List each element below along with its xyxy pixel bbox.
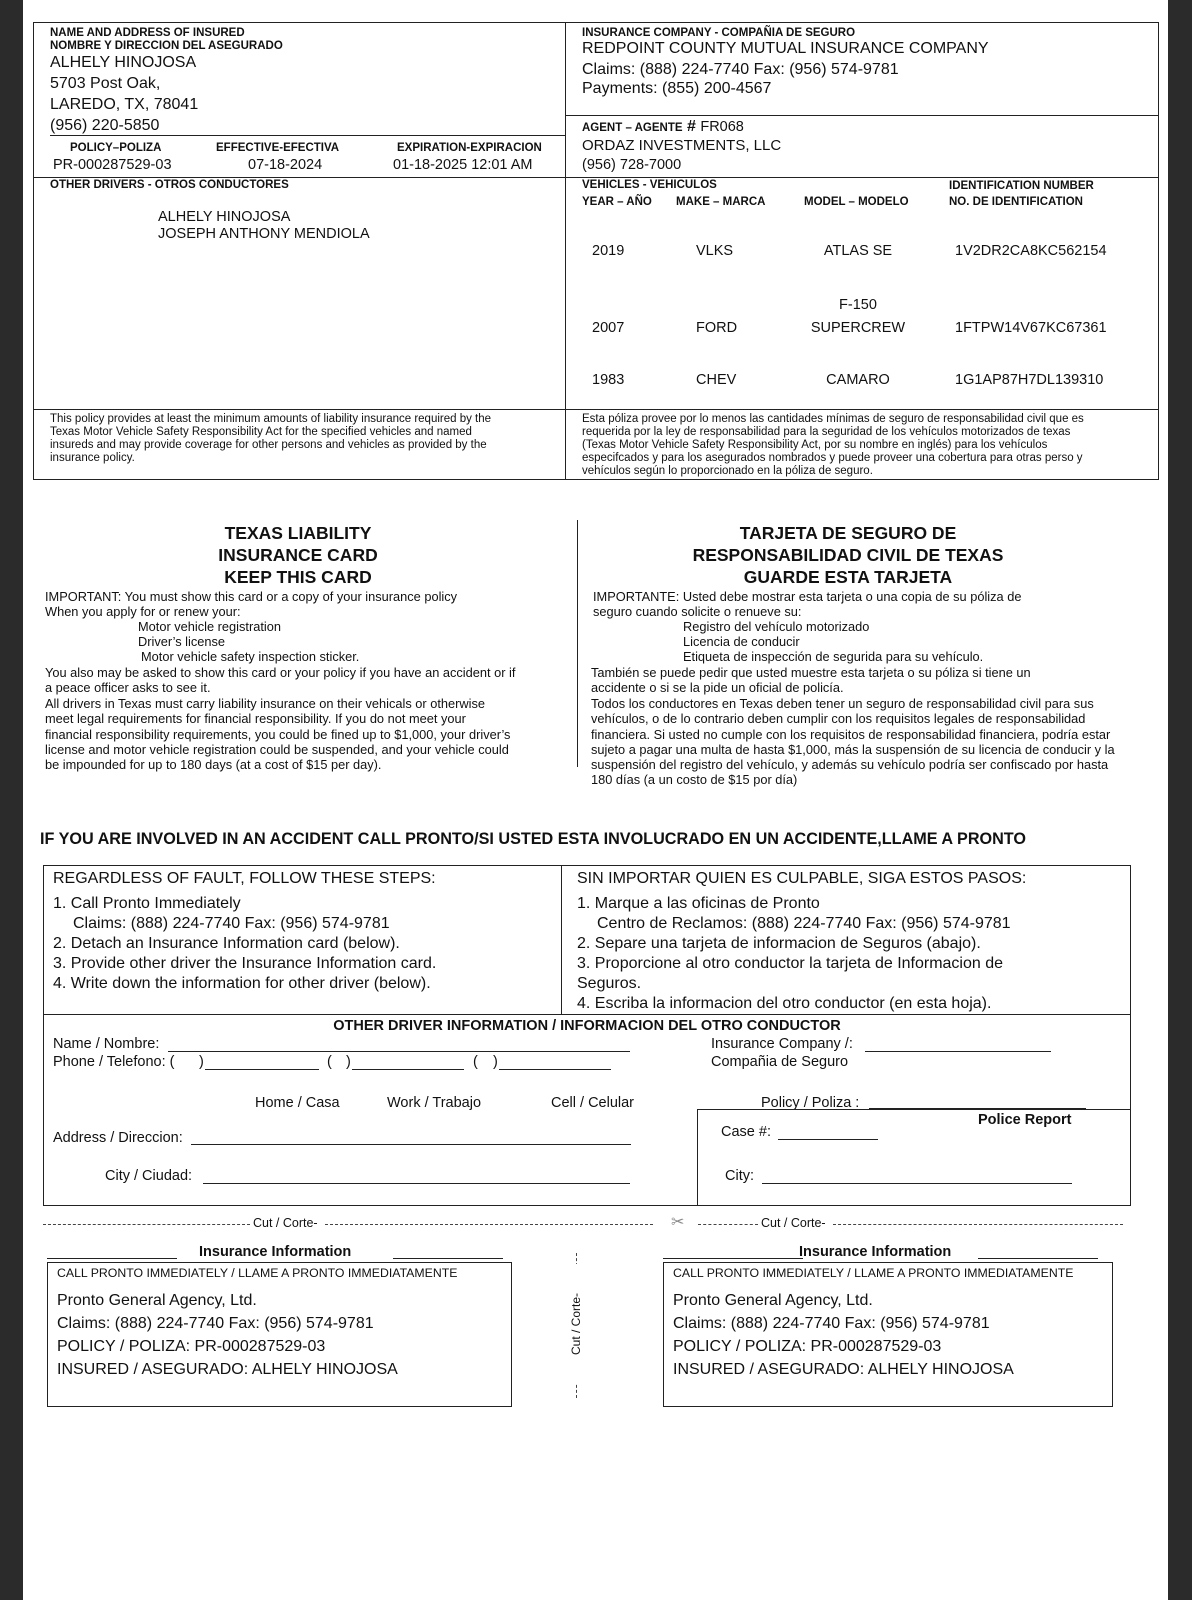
divider [33,177,1159,178]
insured-phone: (956) 220-5850 [50,117,160,134]
driver-2: JOSEPH ANTHONY MENDIOLA [158,226,370,242]
card-es-p1: IMPORTANTE: Usted debe mostrar esta tarjeta o una copia de su póliza de seguro cuando solicite o renueve su: [593,589,1022,620]
divider [565,22,566,480]
phone-paren-open: ( [327,1054,332,1070]
case-label: Case #: [721,1124,771,1140]
driver-1: ALHELY HINOJOSA [158,209,291,225]
work-label: Work / Trabajo [387,1095,482,1111]
vehicle-vin: 1G1AP87H7DL139310 [955,372,1104,388]
accident-banner: IF YOU ARE INVOLVED IN AN ACCIDENT CALL PRONTO/SI USTED ESTA INVOLUCRADO EN UN ACCIDENTE,LLAME A PRONTO [40,830,1026,848]
card-en-item3: Motor vehicle safety inspection sticker. [141,649,360,664]
ins-info-agency: Pronto General Agency, Ltd. [57,1292,257,1309]
ins-info-insured: INSURED / ASEGURADO: ALHELY HINOJOSA [57,1361,398,1378]
cut-line [833,1224,1123,1225]
notice-en: This policy provides at least the minimum amounts of liability insurance required by the Texas Motor Vehicle Safety Responsibility Act for the specified vehicles and named insureds and may provide coverage for other persons and vehicles as provided by the insurance policy. [50,413,492,464]
cut-label-vertical: Cut / Corte- [569,1264,583,1384]
home-label: Home / Casa [255,1095,340,1111]
cut-line [698,1224,758,1225]
cut-label: Cut / Corte- [253,1216,318,1230]
col-year: YEAR – AÑO [582,196,652,208]
card-title-en-2: INSURANCE CARD [218,545,378,565]
divider [663,1258,803,1259]
ins-info-claims: Claims: (888) 224-7740 Fax: (956) 574-9781 [57,1315,374,1332]
vehicle-year: 1983 [592,372,625,388]
ins-info-insured: INSURED / ASEGURADO: ALHELY HINOJOSA [673,1361,1014,1378]
phone-paren-open: ( [473,1054,478,1070]
effective-date: 07-18-2024 [248,157,323,173]
card-title-es-3: GUARDE ESTA TARJETA [743,567,953,587]
scissors-icon: ✂ [671,1214,685,1231]
col-id-1: IDENTIFICATION NUMBER [949,180,1094,192]
ins-info-policy: POLICY / POLIZA: PR-000287529-03 [673,1338,942,1355]
insurer-claims: Claims: (888) 224-7740 Fax: (956) 574-9781 [582,61,899,78]
steps-en-heading: REGARDLESS OF FAULT, FOLLOW THESE STEPS: [53,870,436,887]
insured-address2: LAREDO, TX, 78041 [50,96,199,113]
ins-info-call: CALL PRONTO IMMEDIATELY / LLAME A PRONTO IMMEDIATAMENTE [57,1266,458,1280]
address-input[interactable] [191,1144,631,1145]
cut-line [43,1224,250,1225]
cell-label: Cell / Celular [551,1095,634,1111]
divider [978,1258,1098,1259]
steps-en-1b: Claims: (888) 224-7740 Fax: (956) 574-9781 [73,915,390,932]
steps-es-1: 1. Marque a las oficinas de Pronto [577,895,820,912]
card-title-en-1: TEXAS LIABILITY [224,523,372,543]
policy-field-label: Policy / Poliza : [761,1095,860,1111]
cut-label-right: Cut / Corte- [761,1216,826,1230]
insurance-info-card [663,1262,1113,1407]
card-en-p2: When you apply for or renew your: [45,604,241,619]
notice-es: Esta póliza provee por lo menos las cantidades mínimas de seguro de responsabilidad civil que es requerida por la ley de responsabilidad para la seguridad de los vehículos motorizados de texas (Texas Motor Vehicle Safety Responsibility Act, por su nombre en inglés) para los vehículos especifcados y para los asegurados nombrados y puede proveer una cobertura para otras perso y vehículos según lo proporcionado en la póliza de seguro. [582,413,1084,477]
card-title-en-3: KEEP THIS CARD [224,567,372,587]
ins-info-title: Insurance Information [199,1244,352,1260]
name-label: Name / Nombre: [53,1036,160,1052]
divider [577,520,578,767]
city2-label: City: [725,1168,754,1184]
vehicles-label: VEHICLES - VEHICULOS [582,179,717,191]
vehicle-model: ATLAS SE [823,243,893,259]
divider [561,865,562,1014]
vehicle-vin: 1FTPW14V67KC67361 [955,320,1107,336]
drivers-label: OTHER DRIVERS - OTROS CONDUCTORES [50,179,289,191]
ins-co-label-es: Compañia de Seguro [711,1054,849,1070]
ins-info-call: CALL PRONTO IMMEDIATELY / LLAME A PRONTO IMMEDIATAMENTE [673,1266,1074,1280]
col-model: MODEL – MODELO [804,196,909,208]
phone-paren-close: ) [199,1054,204,1070]
expiration-label: EXPIRATION-EXPIRACION [397,142,542,154]
agent-hash: # [686,118,696,135]
work-phone-input[interactable] [352,1069,464,1070]
address-label: Address / Direccion: [53,1130,183,1146]
card-es-item2: Licencia de conducir [683,634,800,649]
card-es-item3: Etiqueta de inspección de segurida para su vehículo. [683,649,984,664]
vehicle-year: 2019 [592,243,625,259]
city-input[interactable] [203,1183,630,1184]
insured-address1: 5703 Post Oak, [50,75,161,92]
vehicle-model-line1: F-150 [839,297,877,313]
divider [47,1258,177,1259]
col-make: MAKE – MARCA [676,196,766,208]
col-id-2: NO. DE IDENTIFICATION [949,196,1083,208]
police-city-input[interactable] [762,1183,1072,1184]
divider [43,1014,1131,1015]
divider [33,409,1159,410]
city-label: City / Ciudad: [105,1168,193,1184]
vehicle-year: 2007 [592,320,625,336]
card-es-p4: Todos los conductores en Texas deben tener un seguro de responsabilidad civil para sus vehículos, o de lo contrario deben cumplir con los requisitos legales de responsabilidad financiera. Si usted no cumple con los requisitos de responsabilidad financiera, podría estar sujeto a pagar una multa de hasta $1,000, más la suspensión de su licencia de conducir y la suspensión del registro del vehículo, y además su vehículo podría ser confiscado por hasta 180 días (a un costo de $15 por día) [591,696,1115,788]
card-es-p3: También se puede pedir que usted muestre esta tarjeta o su póliza si tiene un accidente o si se la pide un oficial de policía. [591,665,1031,696]
card-en-p1: IMPORTANT: You must show this card or a copy of your insurance policy [45,589,458,604]
effective-label: EFFECTIVE-EFECTIVA [216,142,340,154]
steps-en-3: 3. Provide other driver the Insurance Information card. [53,955,437,972]
insurer-label: INSURANCE COMPANY - COMPAÑIA DE SEGURO [582,27,856,39]
ins-co-input[interactable] [865,1051,1051,1052]
insured-label-es: NOMBRE Y DIRECCION DEL ASEGURADO [50,40,283,52]
steps-en-1: 1. Call Pronto Immediately [53,895,241,912]
name-input[interactable] [168,1051,630,1052]
agent-phone: (956) 728-7000 [582,157,682,173]
steps-es-3b: Seguros. [577,975,642,992]
other-driver-title: OTHER DRIVER INFORMATION / INFORMACION DEL OTRO CONDUCTOR [333,1018,841,1034]
ins-info-policy: POLICY / POLIZA: PR-000287529-03 [57,1338,326,1355]
card-title-es-1: TARJETA DE SEGURO DE [739,523,957,543]
card-title-es-2: RESPONSABILIDAD CIVIL DE TEXAS [692,545,1004,565]
steps-es-3a: 3. Proporcione al otro conductor la tarjeta de Informacion de [577,955,1004,972]
ins-co-label: Insurance Company /: [711,1036,853,1052]
divider [50,135,565,136]
phone-paren-close: ) [493,1054,498,1070]
vehicle-make: VLKS [696,243,734,259]
divider [393,1258,503,1259]
ins-info-claims: Claims: (888) 224-7740 Fax: (956) 574-9781 [673,1315,990,1332]
steps-es-1b: Centro de Reclamos: (888) 224-7740 Fax: (956) 574-9781 [597,915,1011,932]
card-es-item1: Registro del vehículo motorizado [683,619,870,634]
card-en-p3: You also may be asked to show this card or your policy if you have an accident or if a peace officer asks to see it. [45,665,516,696]
vehicle-model: SUPERCREW [810,320,906,336]
card-en-item2: Driver’s license [138,634,225,649]
steps-es-heading: SIN IMPORTAR QUIEN ES CULPABLE, SIGA ESTOS PASOS: [577,870,1027,887]
steps-es-4: 4. Escriba la informacion del otro conductor (en esta hoja). [577,995,992,1012]
phone-paren-close: ) [346,1054,351,1070]
insurance-info-card [47,1262,512,1407]
policy-number: PR-000287529-03 [53,157,172,173]
insurer-payments: Payments: (855) 200-4567 [582,80,772,97]
cut-line [325,1224,653,1225]
insurer-name: REDPOINT COUNTY MUTUAL INSURANCE COMPANY [582,40,989,57]
ins-info-title: Insurance Information [799,1244,952,1260]
vehicle-make: CHEV [696,372,737,388]
cell-phone-input[interactable] [499,1069,611,1070]
ins-info-agency: Pronto General Agency, Ltd. [673,1292,873,1309]
divider [565,115,1159,116]
case-input[interactable] [778,1139,878,1140]
insured-label-en: NAME AND ADDRESS OF INSURED [50,27,245,39]
policy-document-page [23,0,1168,1600]
agent-label: AGENT – AGENTE [582,122,683,134]
phone-label: Phone / Telefono: ( [53,1054,175,1070]
steps-en-2: 2. Detach an Insurance Information card (below). [53,935,400,952]
agent-name: ORDAZ INVESTMENTS, LLC [582,137,782,154]
police-report-label: Police Report [978,1112,1072,1128]
policy-label: POLICY–POLIZA [70,142,162,154]
vehicle-model: CAMARO [826,372,890,388]
vehicle-make: FORD [696,320,738,336]
insured-name: ALHELY HINOJOSA [50,54,197,71]
card-en-p4: All drivers in Texas must carry liability insurance on their vehicals or otherwise meet legal requirements for financial responsibility. If you do not meet your financial responsibility requirements, you could be fined up to $1,000, your driver’s license and motor vehicle registration could be suspended, and your vehicle could be impounded for up to 180 days (at a cost of $15 per day). [45,696,511,773]
vehicle-vin: 1V2DR2CA8KC562154 [955,243,1107,259]
expiration-date: 01-18-2025 12:01 AM [393,157,533,173]
steps-es-2: 2. Separe una tarjeta de informacion de Seguros (abajo). [577,935,981,952]
card-en-item1: Motor vehicle registration [138,619,281,634]
home-phone-input[interactable] [205,1069,319,1070]
agent-code: FR068 [700,119,744,135]
agent-line [582,118,744,136]
steps-en-4: 4. Write down the information for other driver (below). [53,975,431,992]
